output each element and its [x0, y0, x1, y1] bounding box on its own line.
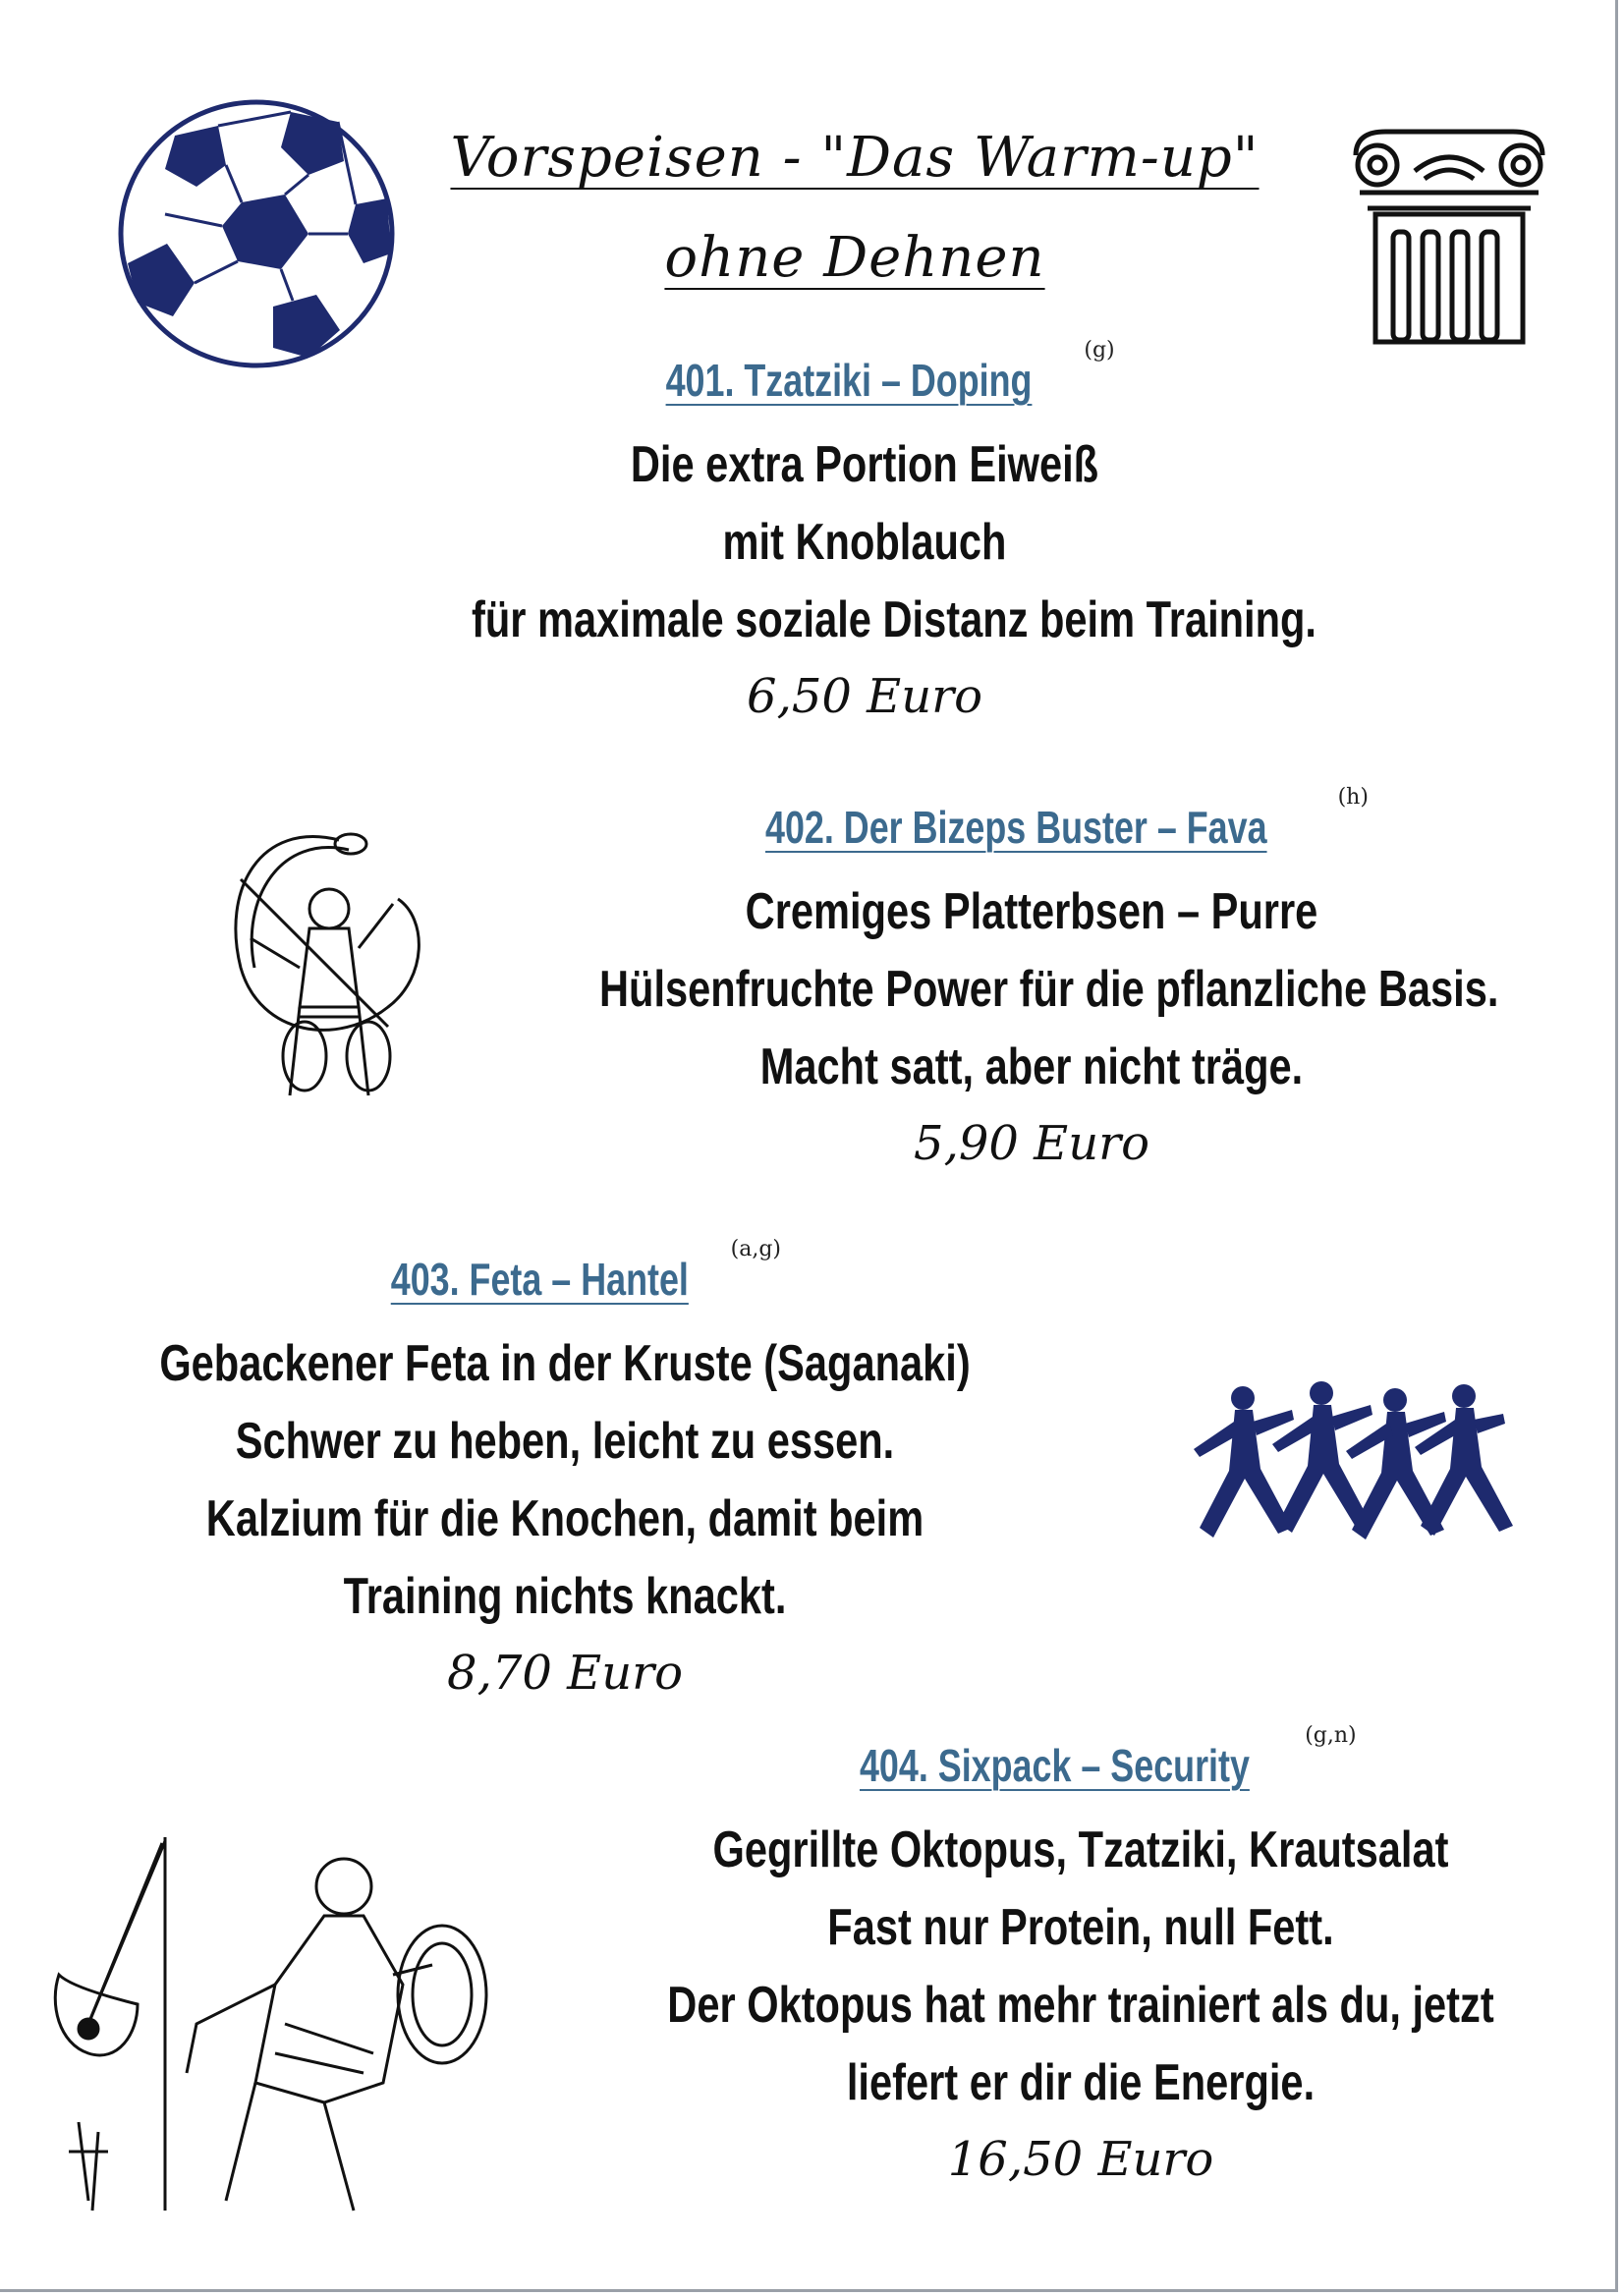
menu-item-402 — [491, 785, 1572, 1181]
soccer-ball-icon — [116, 96, 397, 371]
menu-item-404 — [550, 1723, 1611, 2197]
allergen-tag: (a,g) — [730, 1237, 781, 1261]
menu-item-403 — [39, 1237, 1091, 1710]
dish-description: Kalzium für die Knochen, damit beim — [205, 1490, 924, 1547]
dish-description: Der Oktopus hat mehr trainiert als du, jetzt — [667, 1977, 1494, 2034]
dish-description: Training nichts knackt. — [343, 1568, 787, 1625]
dish-description: Fast nur Protein, null Fett. — [827, 1899, 1334, 1956]
menu-item-401 — [373, 338, 1356, 734]
runners-frieze-illustration — [1174, 1371, 1518, 1557]
dish-description: liefert er dir die Energie. — [846, 2054, 1316, 2111]
dish-description: mit Knoblauch — [722, 514, 1007, 571]
dish-name: 404. Sixpack – Security — [860, 1740, 1251, 1791]
dish-name: 402. Der Bizeps Buster – Fava — [765, 802, 1267, 853]
dish-price: 16,50 Euro — [947, 2132, 1214, 2187]
dish-name: 403. Feta – Hantel — [390, 1254, 689, 1305]
dish-price: 6,50 Euro — [747, 669, 982, 724]
allergen-tag: (g,n) — [1305, 1723, 1357, 1748]
dish-description: Hülsenfruchte Power für die pflanzliche Basis. — [599, 961, 1499, 1018]
page-title: Vorspeisen - "Das Warm-up" — [450, 126, 1260, 190]
ionic-column-icon — [1346, 126, 1552, 350]
dish-description: Die extra Portion Eiweiß — [630, 436, 1099, 493]
warrior-illustration — [29, 1827, 531, 2220]
dish-description: für maximale soziale Distanz beim Training. — [472, 591, 1316, 648]
dish-price: 8,70 Euro — [447, 1646, 683, 1701]
dish-description: Macht satt, aber nicht träge. — [759, 1038, 1304, 1095]
allergen-tag: (h) — [1337, 785, 1369, 810]
dish-name: 401. Tzatziki – Doping — [665, 355, 1033, 406]
dish-price: 5,90 Euro — [914, 1116, 1149, 1171]
horn-player-illustration — [221, 820, 457, 1105]
page-subtitle: ohne Dehnen — [664, 226, 1045, 290]
dish-description: Gebackener Feta in der Kruste (Saganaki) — [159, 1335, 971, 1392]
dish-description: Cremiges Platterbsen – Purre — [745, 883, 1318, 940]
dish-description: Gegrillte Oktopus, Tzatziki, Krautsalat — [712, 1821, 1449, 1878]
allergen-tag: (g) — [1084, 338, 1115, 363]
dish-description: Schwer zu heben, leicht zu essen. — [235, 1413, 895, 1470]
